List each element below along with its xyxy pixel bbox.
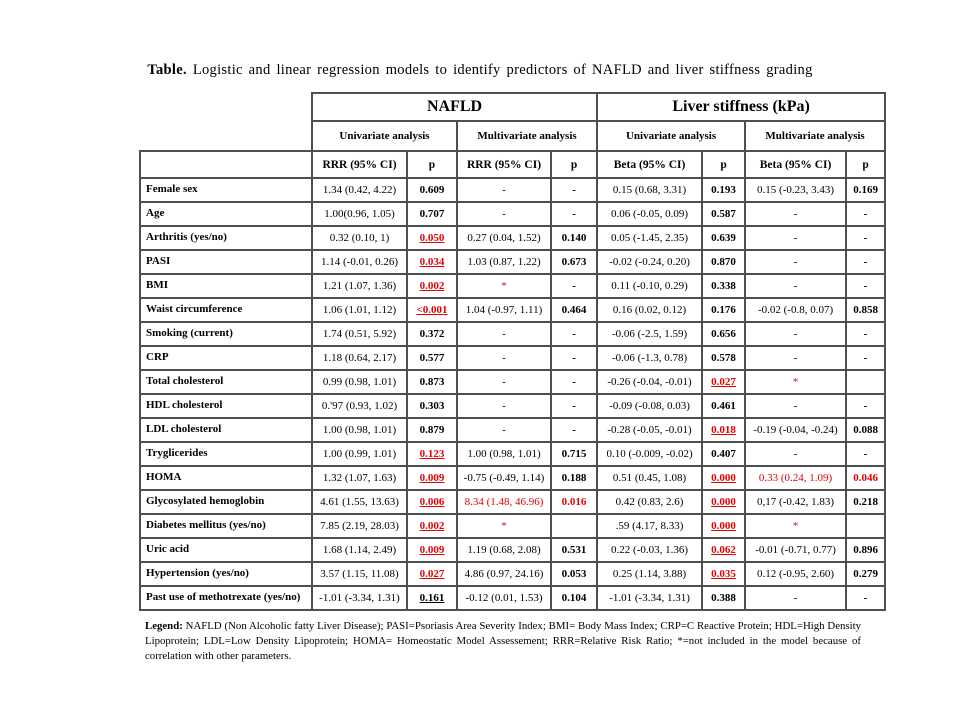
ci-value: -0.02 (-0.8, 0.07) xyxy=(745,298,846,322)
ci-value: - xyxy=(457,370,551,394)
p-value: 0.034 xyxy=(407,250,457,274)
ci-value: - xyxy=(457,202,551,226)
ci-value: -0.75 (-0.49, 1.14) xyxy=(457,466,551,490)
row-label: HDL cholesterol xyxy=(140,394,312,418)
p-value: 0.176 xyxy=(702,298,745,322)
p-value: 0.873 xyxy=(407,370,457,394)
ci-value: 1.04 (-0.97, 1.11) xyxy=(457,298,551,322)
ci-column-header: RRR (95% CI) xyxy=(457,151,551,178)
p-value: 0.407 xyxy=(702,442,745,466)
ci-value: 3.57 (1.15, 11.08) xyxy=(312,562,407,586)
p-value xyxy=(846,514,885,538)
ci-value: - xyxy=(457,178,551,202)
row-label: Female sex xyxy=(140,178,312,202)
ci-value: -0.12 (0.01, 1.53) xyxy=(457,586,551,610)
legend xyxy=(145,619,861,664)
ci-value: 1.06 (1.01, 1.12) xyxy=(312,298,407,322)
p-column-header: p xyxy=(551,151,597,178)
table-row xyxy=(140,274,885,298)
ci-column-header: RRR (95% CI) xyxy=(312,151,407,178)
ci-value: - xyxy=(745,442,846,466)
p-value: - xyxy=(551,346,597,370)
ci-value: 1.32 (1.07, 1.63) xyxy=(312,466,407,490)
p-value: 0.123 xyxy=(407,442,457,466)
p-value: 0.027 xyxy=(407,562,457,586)
table-row xyxy=(140,562,885,586)
ci-value: 0.'97 (0.93, 1.02) xyxy=(312,394,407,418)
row-label: Tryglicerides xyxy=(140,442,312,466)
ci-value: 1.00(0.96, 1.05) xyxy=(312,202,407,226)
ci-value: 0.16 (0.02, 0.12) xyxy=(597,298,702,322)
p-value: 0.188 xyxy=(551,466,597,490)
table-row xyxy=(140,490,885,514)
ci-value: -0.06 (-1.3, 0.78) xyxy=(597,346,702,370)
p-value: - xyxy=(551,322,597,346)
header-columns-row xyxy=(140,151,885,178)
regression-table-body xyxy=(140,93,885,610)
analysis-header: Multivariate analysis xyxy=(457,121,597,151)
row-label: PASI xyxy=(140,250,312,274)
row-label: Past use of methotrexate (yes/no) xyxy=(140,586,312,610)
p-value: 0.000 xyxy=(702,514,745,538)
p-value: - xyxy=(846,442,885,466)
analysis-header: Univariate analysis xyxy=(597,121,745,151)
header-analysis-row xyxy=(140,121,885,151)
p-value: <0.001 xyxy=(407,298,457,322)
p-column-header: p xyxy=(702,151,745,178)
ci-value: 1.03 (0.87, 1.22) xyxy=(457,250,551,274)
row-label: Uric acid xyxy=(140,538,312,562)
ci-value: 0.42 (0.83, 2.6) xyxy=(597,490,702,514)
ci-value: - xyxy=(745,226,846,250)
p-value: 0.027 xyxy=(702,370,745,394)
ci-value: 0.27 (0.04, 1.52) xyxy=(457,226,551,250)
p-value: 0.715 xyxy=(551,442,597,466)
table-row xyxy=(140,586,885,610)
p-value: - xyxy=(551,370,597,394)
p-value: 0.104 xyxy=(551,586,597,610)
p-value: 0.461 xyxy=(702,394,745,418)
p-value: 0.673 xyxy=(551,250,597,274)
p-value: 0.193 xyxy=(702,178,745,202)
ci-value: 1.14 (-0.01, 0.26) xyxy=(312,250,407,274)
p-value: 0.169 xyxy=(846,178,885,202)
ci-value: * xyxy=(745,370,846,394)
p-value: 0.879 xyxy=(407,418,457,442)
p-value: 0.578 xyxy=(702,346,745,370)
p-value: - xyxy=(551,418,597,442)
ci-value: 1.74 (0.51, 5.92) xyxy=(312,322,407,346)
p-value: 0.464 xyxy=(551,298,597,322)
ci-value: 0.33 (0.24, 1.09) xyxy=(745,466,846,490)
p-value: 0.000 xyxy=(702,490,745,514)
p-value: 0.388 xyxy=(702,586,745,610)
ci-value: - xyxy=(457,346,551,370)
p-value: 0.303 xyxy=(407,394,457,418)
p-value: 0.279 xyxy=(846,562,885,586)
p-column-header: p xyxy=(846,151,885,178)
table-row xyxy=(140,418,885,442)
ci-column-header: Beta (95% CI) xyxy=(745,151,846,178)
ci-value: - xyxy=(745,394,846,418)
ci-value: 0.12 (-0.95, 2.60) xyxy=(745,562,846,586)
group-header: Liver stiffness (kPa) xyxy=(597,93,885,121)
p-value: - xyxy=(846,226,885,250)
ci-value: 0.99 (0.98, 1.01) xyxy=(312,370,407,394)
analysis-header: Univariate analysis xyxy=(312,121,457,151)
ci-value: 1.00 (0.98, 1.01) xyxy=(312,418,407,442)
table-title xyxy=(0,62,960,79)
ci-value: -1.01 (-3.34, 1.31) xyxy=(597,586,702,610)
ci-value: 8.34 (1.48, 46.96) xyxy=(457,490,551,514)
ci-value: -0.26 (-0.04, -0.01) xyxy=(597,370,702,394)
p-value: 0.372 xyxy=(407,322,457,346)
table-row xyxy=(140,250,885,274)
ci-value: 4.86 (0.97, 24.16) xyxy=(457,562,551,586)
p-value: - xyxy=(846,274,885,298)
row-label: CRP xyxy=(140,346,312,370)
p-value: - xyxy=(846,322,885,346)
table-row xyxy=(140,298,885,322)
ci-value: - xyxy=(745,586,846,610)
ci-value: .59 (4.17, 8.33) xyxy=(597,514,702,538)
table-row xyxy=(140,442,885,466)
ci-value: - xyxy=(745,346,846,370)
ci-value: -0.01 (-0.71, 0.77) xyxy=(745,538,846,562)
ci-value: -0.06 (-2.5, 1.59) xyxy=(597,322,702,346)
row-label: BMI xyxy=(140,274,312,298)
ci-value: 0.25 (1.14, 3.88) xyxy=(597,562,702,586)
ci-value: - xyxy=(457,418,551,442)
ci-value: 1.00 (0.99, 1.01) xyxy=(312,442,407,466)
header-group-row xyxy=(140,93,885,121)
row-label-header xyxy=(140,151,312,178)
ci-value: -0.09 (-0.08, 0.03) xyxy=(597,394,702,418)
table-corner xyxy=(140,121,312,151)
ci-value: 0.15 (-0.23, 3.43) xyxy=(745,178,846,202)
analysis-header: Multivariate analysis xyxy=(745,121,885,151)
p-value: 0.035 xyxy=(702,562,745,586)
table-row xyxy=(140,346,885,370)
ci-value: 0,17 (-0.42, 1.83) xyxy=(745,490,846,514)
ci-value: 1.21 (1.07, 1.36) xyxy=(312,274,407,298)
p-value: 0.018 xyxy=(702,418,745,442)
row-label: LDL cholesterol xyxy=(140,418,312,442)
table-row xyxy=(140,226,885,250)
p-value: 0.088 xyxy=(846,418,885,442)
row-label: Waist circumference xyxy=(140,298,312,322)
p-value: - xyxy=(551,178,597,202)
p-value: - xyxy=(551,274,597,298)
ci-value: 0.51 (0.45, 1.08) xyxy=(597,466,702,490)
row-label: Hypertension (yes/no) xyxy=(140,562,312,586)
ci-value: 1.18 (0.64, 2.17) xyxy=(312,346,407,370)
ci-value: * xyxy=(745,514,846,538)
p-value: - xyxy=(551,394,597,418)
p-value: 0.053 xyxy=(551,562,597,586)
ci-value: -0.28 (-0.05, -0.01) xyxy=(597,418,702,442)
ci-value: 1.68 (1.14, 2.49) xyxy=(312,538,407,562)
row-label: Glycosylated hemoglobin xyxy=(140,490,312,514)
row-label: HOMA xyxy=(140,466,312,490)
table-row xyxy=(140,466,885,490)
ci-value: 0.10 (-0.009, -0.02) xyxy=(597,442,702,466)
ci-value: * xyxy=(457,514,551,538)
p-value: 0.531 xyxy=(551,538,597,562)
legend-label: Legend: xyxy=(145,620,183,632)
ci-value: 1.00 (0.98, 1.01) xyxy=(457,442,551,466)
p-value: - xyxy=(846,346,885,370)
ci-value: -0.19 (-0.04, -0.24) xyxy=(745,418,846,442)
ci-value: - xyxy=(745,250,846,274)
p-value: 0.639 xyxy=(702,226,745,250)
p-value: 0.140 xyxy=(551,226,597,250)
p-value: - xyxy=(551,202,597,226)
ci-value: - xyxy=(457,394,551,418)
row-label: Smoking (current) xyxy=(140,322,312,346)
ci-value: 0.32 (0.10, 1) xyxy=(312,226,407,250)
ci-value: 7.85 (2.19, 28.03) xyxy=(312,514,407,538)
table-title-label: Table. xyxy=(147,62,187,78)
table-row xyxy=(140,538,885,562)
p-value: 0.218 xyxy=(846,490,885,514)
table-corner xyxy=(140,93,312,121)
p-value: 0.006 xyxy=(407,490,457,514)
regression-table xyxy=(139,92,886,611)
table-row xyxy=(140,322,885,346)
p-value: 0.870 xyxy=(702,250,745,274)
p-value: - xyxy=(846,586,885,610)
ci-column-header: Beta (95% CI) xyxy=(597,151,702,178)
ci-value: 1.19 (0.68, 2.08) xyxy=(457,538,551,562)
row-label: Diabetes mellitus (yes/no) xyxy=(140,514,312,538)
p-column-header: p xyxy=(407,151,457,178)
ci-value: 4.61 (1.55, 13.63) xyxy=(312,490,407,514)
table-row xyxy=(140,202,885,226)
p-value: 0.002 xyxy=(407,274,457,298)
p-value: - xyxy=(846,250,885,274)
p-value: 0.009 xyxy=(407,538,457,562)
p-value xyxy=(846,370,885,394)
table-row xyxy=(140,394,885,418)
p-value: 0.002 xyxy=(407,514,457,538)
ci-value: 0.05 (-1.45, 2.35) xyxy=(597,226,702,250)
p-value: 0.046 xyxy=(846,466,885,490)
p-value: 0.587 xyxy=(702,202,745,226)
p-value: 0.858 xyxy=(846,298,885,322)
p-value: 0.577 xyxy=(407,346,457,370)
ci-value: 0.11 (-0.10, 0.29) xyxy=(597,274,702,298)
row-label: Total cholesterol xyxy=(140,370,312,394)
ci-value: 0.06 (-0.05, 0.09) xyxy=(597,202,702,226)
p-value: 0.338 xyxy=(702,274,745,298)
p-value: 0.016 xyxy=(551,490,597,514)
table-row xyxy=(140,514,885,538)
legend-text: NAFLD (Non Alcoholic fatty Liver Disease); PASI=Psoriasis Area Severity Index; BMI= Body Mass Index; CRP=C Reactive Protein; HDL=High Density Lipoprotein; LDL=Low Density Lipoprotein; HOMA= Homeostatic Model Assessement; RRR=Relative Risk Ratio; *=not included in the model because of correlation with other parameters. xyxy=(145,620,861,663)
p-value: 0.656 xyxy=(702,322,745,346)
ci-value: - xyxy=(457,322,551,346)
ci-value: -1.01 (-3.34, 1.31) xyxy=(312,586,407,610)
p-value: 0.707 xyxy=(407,202,457,226)
table-row xyxy=(140,178,885,202)
table-row xyxy=(140,370,885,394)
ci-value: - xyxy=(745,202,846,226)
group-header: NAFLD xyxy=(312,93,597,121)
p-value: 0.161 xyxy=(407,586,457,610)
p-value: 0.050 xyxy=(407,226,457,250)
p-value xyxy=(551,514,597,538)
ci-value: -0.02 (-0.24, 0.20) xyxy=(597,250,702,274)
p-value: - xyxy=(846,202,885,226)
p-value: - xyxy=(846,394,885,418)
p-value: 0.009 xyxy=(407,466,457,490)
p-value: 0.896 xyxy=(846,538,885,562)
ci-value: * xyxy=(457,274,551,298)
row-label: Arthritis (yes/no) xyxy=(140,226,312,250)
ci-value: - xyxy=(745,322,846,346)
ci-value: 0.22 (-0.03, 1.36) xyxy=(597,538,702,562)
row-label: Age xyxy=(140,202,312,226)
p-value: 0.609 xyxy=(407,178,457,202)
table-title-text: Logistic and linear regression models to identify predictors of NAFLD and liver stiffness grading xyxy=(186,62,813,78)
ci-value: - xyxy=(745,274,846,298)
ci-value: 0.15 (0.68, 3.31) xyxy=(597,178,702,202)
p-value: 0.062 xyxy=(702,538,745,562)
p-value: 0.000 xyxy=(702,466,745,490)
ci-value: 1.34 (0.42, 4.22) xyxy=(312,178,407,202)
